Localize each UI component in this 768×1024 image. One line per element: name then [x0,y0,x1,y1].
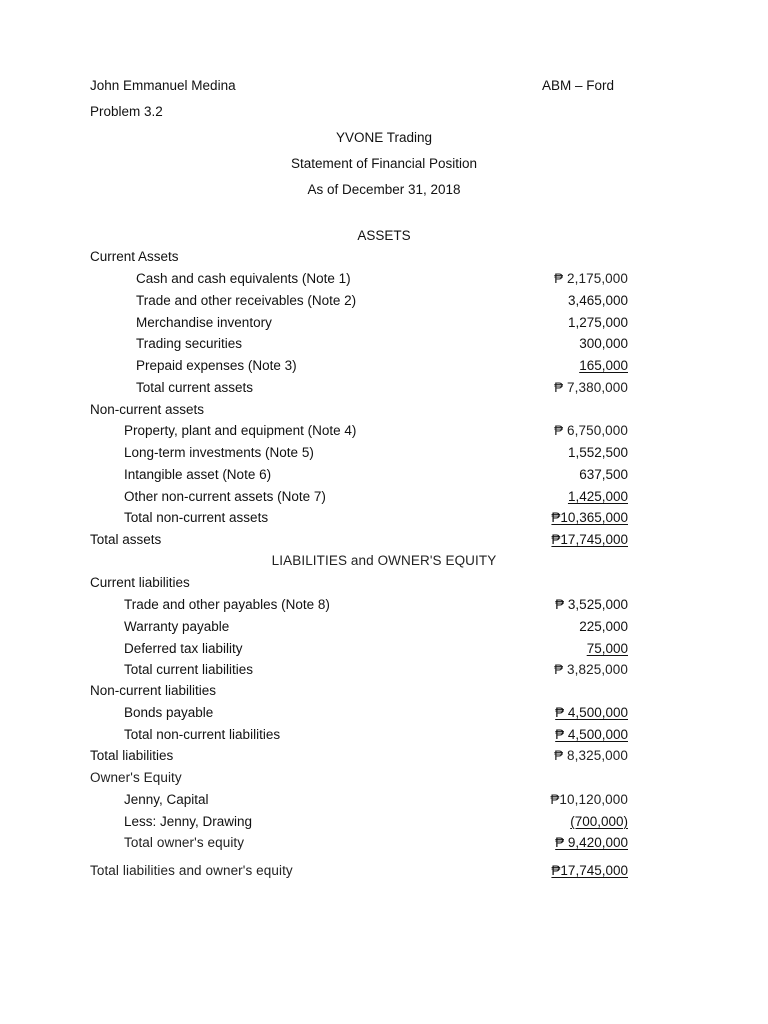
row-label: Bonds payable [124,705,214,720]
total-row [0,379,768,397]
total-amount: ₱ 4,500,000 [555,727,628,742]
total-liab-equity-amount: ₱17,745,000 [551,863,628,878]
class-section: ABM – Ford [542,78,615,93]
row-label: Long-term investments (Note 5) [124,445,314,460]
total-label: Total current liabilities [124,662,254,677]
total-liabilities-label: Total liabilities [90,748,174,763]
row-label: Jenny, Capital [124,792,209,807]
total-label: Total owner's equity [124,835,245,850]
row-amount: 300,000 [579,336,628,351]
noncurrent-liabilities-heading-line [0,682,768,700]
row-label: Cash and cash equivalents (Note 1) [136,271,351,286]
grand-total-row [0,862,768,880]
row-amount: (700,000) [570,814,628,829]
asset-row [0,335,768,353]
total-row [0,834,768,852]
current-assets-heading: Current Assets [90,249,179,264]
noncurrent-liabilities-heading: Non-current liabilities [90,683,217,698]
liability-row [0,618,768,636]
row-amount: 3,465,000 [567,293,628,308]
asset-row [0,488,768,506]
total-label: Total non-current liabilities [124,727,281,742]
problem-line [0,103,768,121]
row-amount: ₱ 2,175,000 [554,271,628,286]
row-label: Deferred tax liability [124,641,243,656]
assets-heading: ASSETS [357,228,411,243]
title-line [0,155,768,173]
row-amount: 1,552,500 [567,445,628,460]
company-name: YVONE Trading [335,130,433,145]
row-amount: 1,275,000 [567,315,628,330]
asset-row [0,314,768,332]
equity-heading-line [0,769,768,787]
total-label: Total current assets [136,380,254,395]
noncurrent-assets-heading-line [0,401,768,419]
total-row [0,661,768,679]
asset-row [0,292,768,310]
liability-row [0,640,768,658]
total-amount: ₱ 7,380,000 [554,380,628,395]
current-liabilities-heading-line [0,574,768,592]
total-assets-amount: ₱17,745,000 [551,532,628,547]
row-amount: 637,500 [579,467,628,482]
row-label: Intangible asset (Note 6) [124,467,272,482]
liability-row [0,704,768,722]
row-label: Prepaid expenses (Note 3) [136,358,297,373]
row-label: Trade and other receivables (Note 2) [136,293,357,308]
total-label: Total non-current assets [124,510,269,525]
total-assets-label: Total assets [90,532,162,547]
grand-total-row [0,531,768,549]
row-amount: 75,000 [586,641,628,656]
row-amount: 225,000 [579,619,628,634]
total-liab-equity-label: Total liabilities and owner's equity [90,863,293,878]
current-assets-heading-line [0,248,768,266]
grand-total-row [0,747,768,765]
row-amount: ₱ 4,500,000 [555,705,628,720]
date-line [0,181,768,199]
total-amount: ₱ 3,825,000 [554,662,628,677]
liabilities-heading-line [0,552,768,570]
row-amount: 165,000 [579,358,628,373]
total-row [0,509,768,527]
liability-row [0,596,768,614]
row-amount: ₱ 3,525,000 [555,597,628,612]
row-amount: ₱ 6,750,000 [554,423,628,438]
company-line [0,129,768,147]
noncurrent-assets-heading: Non-current assets [90,402,205,417]
assets-heading-line [0,227,768,245]
equity-row [0,791,768,809]
total-amount: ₱10,365,000 [551,510,628,525]
row-label: Trading securities [136,336,243,351]
row-label: Trade and other payables (Note 8) [124,597,330,612]
equity-heading: Owner's Equity [90,770,182,785]
total-row [0,726,768,744]
total-liabilities-amount: ₱ 8,325,000 [554,748,628,763]
equity-row [0,813,768,831]
row-amount: ₱10,120,000 [550,792,628,807]
asset-row [0,444,768,462]
asset-row [0,466,768,484]
row-label: Merchandise inventory [136,315,272,330]
problem-number: Problem 3.2 [90,104,163,119]
row-label: Property, plant and equipment (Note 4) [124,423,357,438]
asset-row [0,357,768,375]
total-amount: ₱ 9,420,000 [555,835,628,850]
row-label: Other non-current assets (Note 7) [124,489,326,504]
row-amount: 1,425,000 [567,489,628,504]
asset-row [0,270,768,288]
asset-row [0,422,768,440]
row-label: Less: Jenny, Drawing [124,814,253,829]
liabilities-heading: LIABILITIES and OWNER'S EQUITY [271,553,497,568]
statement-title: Statement of Financial Position [290,156,478,171]
row-label: Warranty payable [124,619,230,634]
current-liabilities-heading: Current liabilities [90,575,190,590]
student-name: John Emmanuel Medina [90,78,236,93]
header-line [0,77,768,95]
statement-date: As of December 31, 2018 [307,182,461,197]
